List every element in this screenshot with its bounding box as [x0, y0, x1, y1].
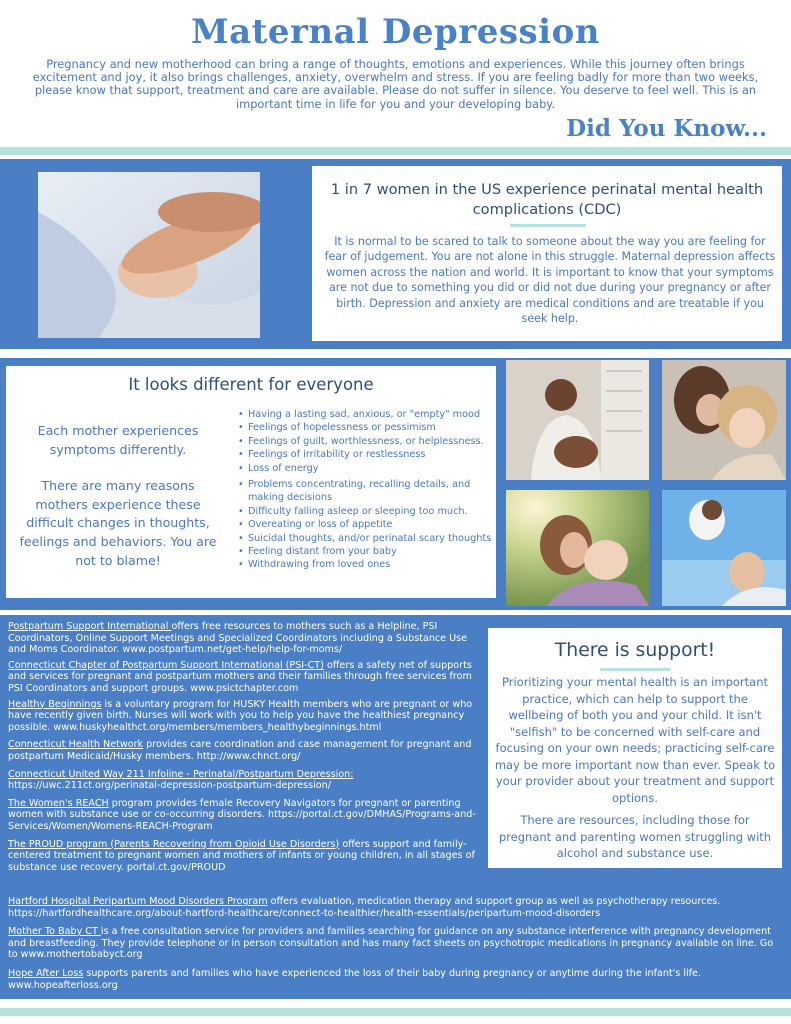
divider-strip-bottom	[0, 1008, 791, 1016]
intro-paragraph: Pregnancy and new motherhood can bring a range of thoughts, emotions and experiences. While this journey often brings excitement and joy, it also brings challenges, anxiety, overwhelm and stress. If you are feeling badly for more than two weeks, please know that support, treatment and care are available. Please do not suffer in silence. You deserve to feel well. This is an important time in life for you and your developing baby.	[32, 57, 759, 111]
symptoms-list	[238, 408, 494, 572]
resources-wide-list	[8, 896, 783, 991]
symptoms-left-text	[16, 422, 220, 570]
list-item: • Feelings of irritability or restlessness	[238, 448, 494, 461]
support-divider	[600, 668, 670, 671]
symptoms-left-text-2: There are many reasons mothers experience these difficult changes in thoughts, feelings and behaviors. You are not to blame!	[19, 478, 217, 568]
resource-item: Mother To Baby CT is a free consultation service for providers and families searching for guidance on any substance interference with pregnancy development and breastfeeding. They provide telephone or in person consultation and has many fact sheets on psychotropic medications in pregnancy available on line. Go to www.mothertobabyct.org	[8, 926, 774, 961]
symptoms-heading: It looks different for everyone	[128, 375, 374, 394]
list-item: • Loss of energy	[238, 462, 494, 475]
symptoms-card	[6, 366, 496, 598]
photo-mother-lifting-baby	[662, 490, 786, 606]
photo-mother-kissing-child	[662, 360, 786, 480]
did-you-know-heading: Did You Know...	[566, 115, 767, 142]
symptoms-left-text-1: Each mother experiences symptoms differently.	[37, 423, 199, 457]
support-card	[488, 628, 782, 868]
photo-baby-hand	[38, 172, 260, 338]
stats-divider	[510, 224, 586, 227]
list-item: • Having a lasting sad, anxious, or "empty" mood	[238, 408, 494, 421]
list-item: • Withdrawing from loved ones	[238, 558, 494, 571]
list-item: • Difficulty falling asleep or sleeping too much.	[238, 505, 494, 518]
divider-strip-top	[0, 147, 791, 155]
resource-item: Hartford Hospital Peripartum Mood Disorders Program offers evaluation, medication therapy and support group as well as psychotherapy resources. https://hartfordhealthcare.org/about-hartford-healthcare/connect-to-healthier/health-essentials/peripartum-mood-disorders	[8, 896, 721, 919]
list-item: • Suicidal thoughts, and/or perinatal scary thoughts	[238, 532, 494, 545]
resource-link[interactable]: Hartford Hospital Peripartum Mood Disorders Program	[8, 896, 268, 907]
stats-heading: 1 in 7 women in the US experience perinatal mental health complications (CDC)	[330, 181, 764, 218]
resource-link[interactable]: The PROUD program (Parents Recovering from Opioid Use Disorders)	[8, 838, 340, 850]
resource-item: Connecticut United Way 211 Infoline - Perinatal/Postpartum Depression: https://uwc.211ct.org/perinatal-depression-postpartum-depression/	[8, 768, 354, 792]
resource-link[interactable]: Connecticut Chapter of Postpartum Support International (PSI-CT)	[8, 659, 324, 671]
list-item: • Overeating or loss of appetite	[238, 518, 494, 531]
resource-link[interactable]: Connecticut Health Network	[8, 739, 144, 751]
resource-link[interactable]: Mother To Baby CT	[8, 926, 101, 938]
page-title: Maternal Depression	[191, 12, 600, 52]
resource-link[interactable]: Postpartum Support International	[8, 621, 172, 632]
support-body-1: Prioritizing your mental health is an important practice, which can help to support the wellbeing of both you and your child. It isn't "selfish" to be concerned with self-care and focusing on your own needs; practicing self-care may be more important now than ever. Speak to your provider about your treatment and support options.	[494, 675, 776, 805]
photo-mother-with-baby-sun	[506, 490, 649, 606]
resource-item: Postpartum Support International offers free resources to mothers such as a Helpline, PSI Coordinators, Online Support Meetings and Specialized Coordinators including a Substance Use and Moms Coordinator. www.postpartum.net/get-help/help-for-moms/	[8, 621, 468, 656]
resource-item: Connecticut Health Network provides care coordination and case management for pregnant and postpartum Medicaid/Husky members. http://www.chnct.org/	[8, 739, 472, 762]
list-item: • Feeling distant from your baby	[238, 545, 494, 558]
resource-item: Hope After Loss supports parents and families who have experienced the loss of their baby during pregnancy or anytime during the infant's life. www.hopeafterloss.org	[8, 967, 702, 991]
resource-item: The PROUD program (Parents Recovering from Opioid Use Disorders) offers support and family-centered treatment to pregnant women and mothers of infants or young children, in all stages of substance use recovery. portal.ct.gov/PROUD	[8, 838, 475, 873]
resource-link[interactable]: Connecticut United Way 211 Infoline - Perinatal/Postpartum Depression:	[8, 768, 354, 780]
stats-card	[312, 166, 782, 341]
support-heading: There is support!	[554, 640, 716, 661]
photo-pregnant-woman	[506, 360, 649, 480]
resource-link[interactable]: The Women's REACH	[8, 797, 109, 809]
resource-link[interactable]: Hope After Loss	[8, 967, 84, 979]
resources-list	[8, 621, 478, 877]
resource-item: The Women's REACH program provides female Recovery Navigators for pregnant or parenting women with substance use or co-occurring disorders. https://portal.ct.gov/DMHAS/Programs-and-Services/Women/Womens-REACH-Program	[8, 797, 476, 832]
resource-link[interactable]: Healthy Beginnings	[8, 698, 102, 710]
list-item: • Problems concentrating, recalling details, and making decisions	[238, 478, 494, 505]
list-item: • Feelings of hopelessness or pessimism	[238, 421, 494, 434]
resource-item: Connecticut Chapter of Postpartum Support International (PSI-CT) offers a safety net of supports and services for pregnant and postpartum mothers and their families through free services from PSI Coordinators and support groups. www.psictchapter.com	[8, 659, 472, 694]
resource-item: Healthy Beginnings is a voluntary program for HUSKY Health members who are pregnant or who have recently given birth. Nurses will work with you to help you have the healthiest pregnancy possible. www.huskyhealthct.org/members/members_healthybeginnings.html	[8, 698, 473, 733]
list-item: • Feelings of guilt, worthlessness, or helplessness.	[238, 435, 494, 448]
stats-body: It is normal to be scared to talk to someone about the way you are feeling for fear of judgement. You are not alone in this struggle. Maternal depression affects women across the nation and world. It is important to know that your symptoms are not due to something you did or did not due during your pregnancy or after birth. Depression and anxiety are medical conditions and are treatable if you seek help.	[324, 235, 776, 326]
support-body-2: There are resources, including those for pregnant and parenting women struggling with alcohol and substance use.	[498, 813, 772, 860]
